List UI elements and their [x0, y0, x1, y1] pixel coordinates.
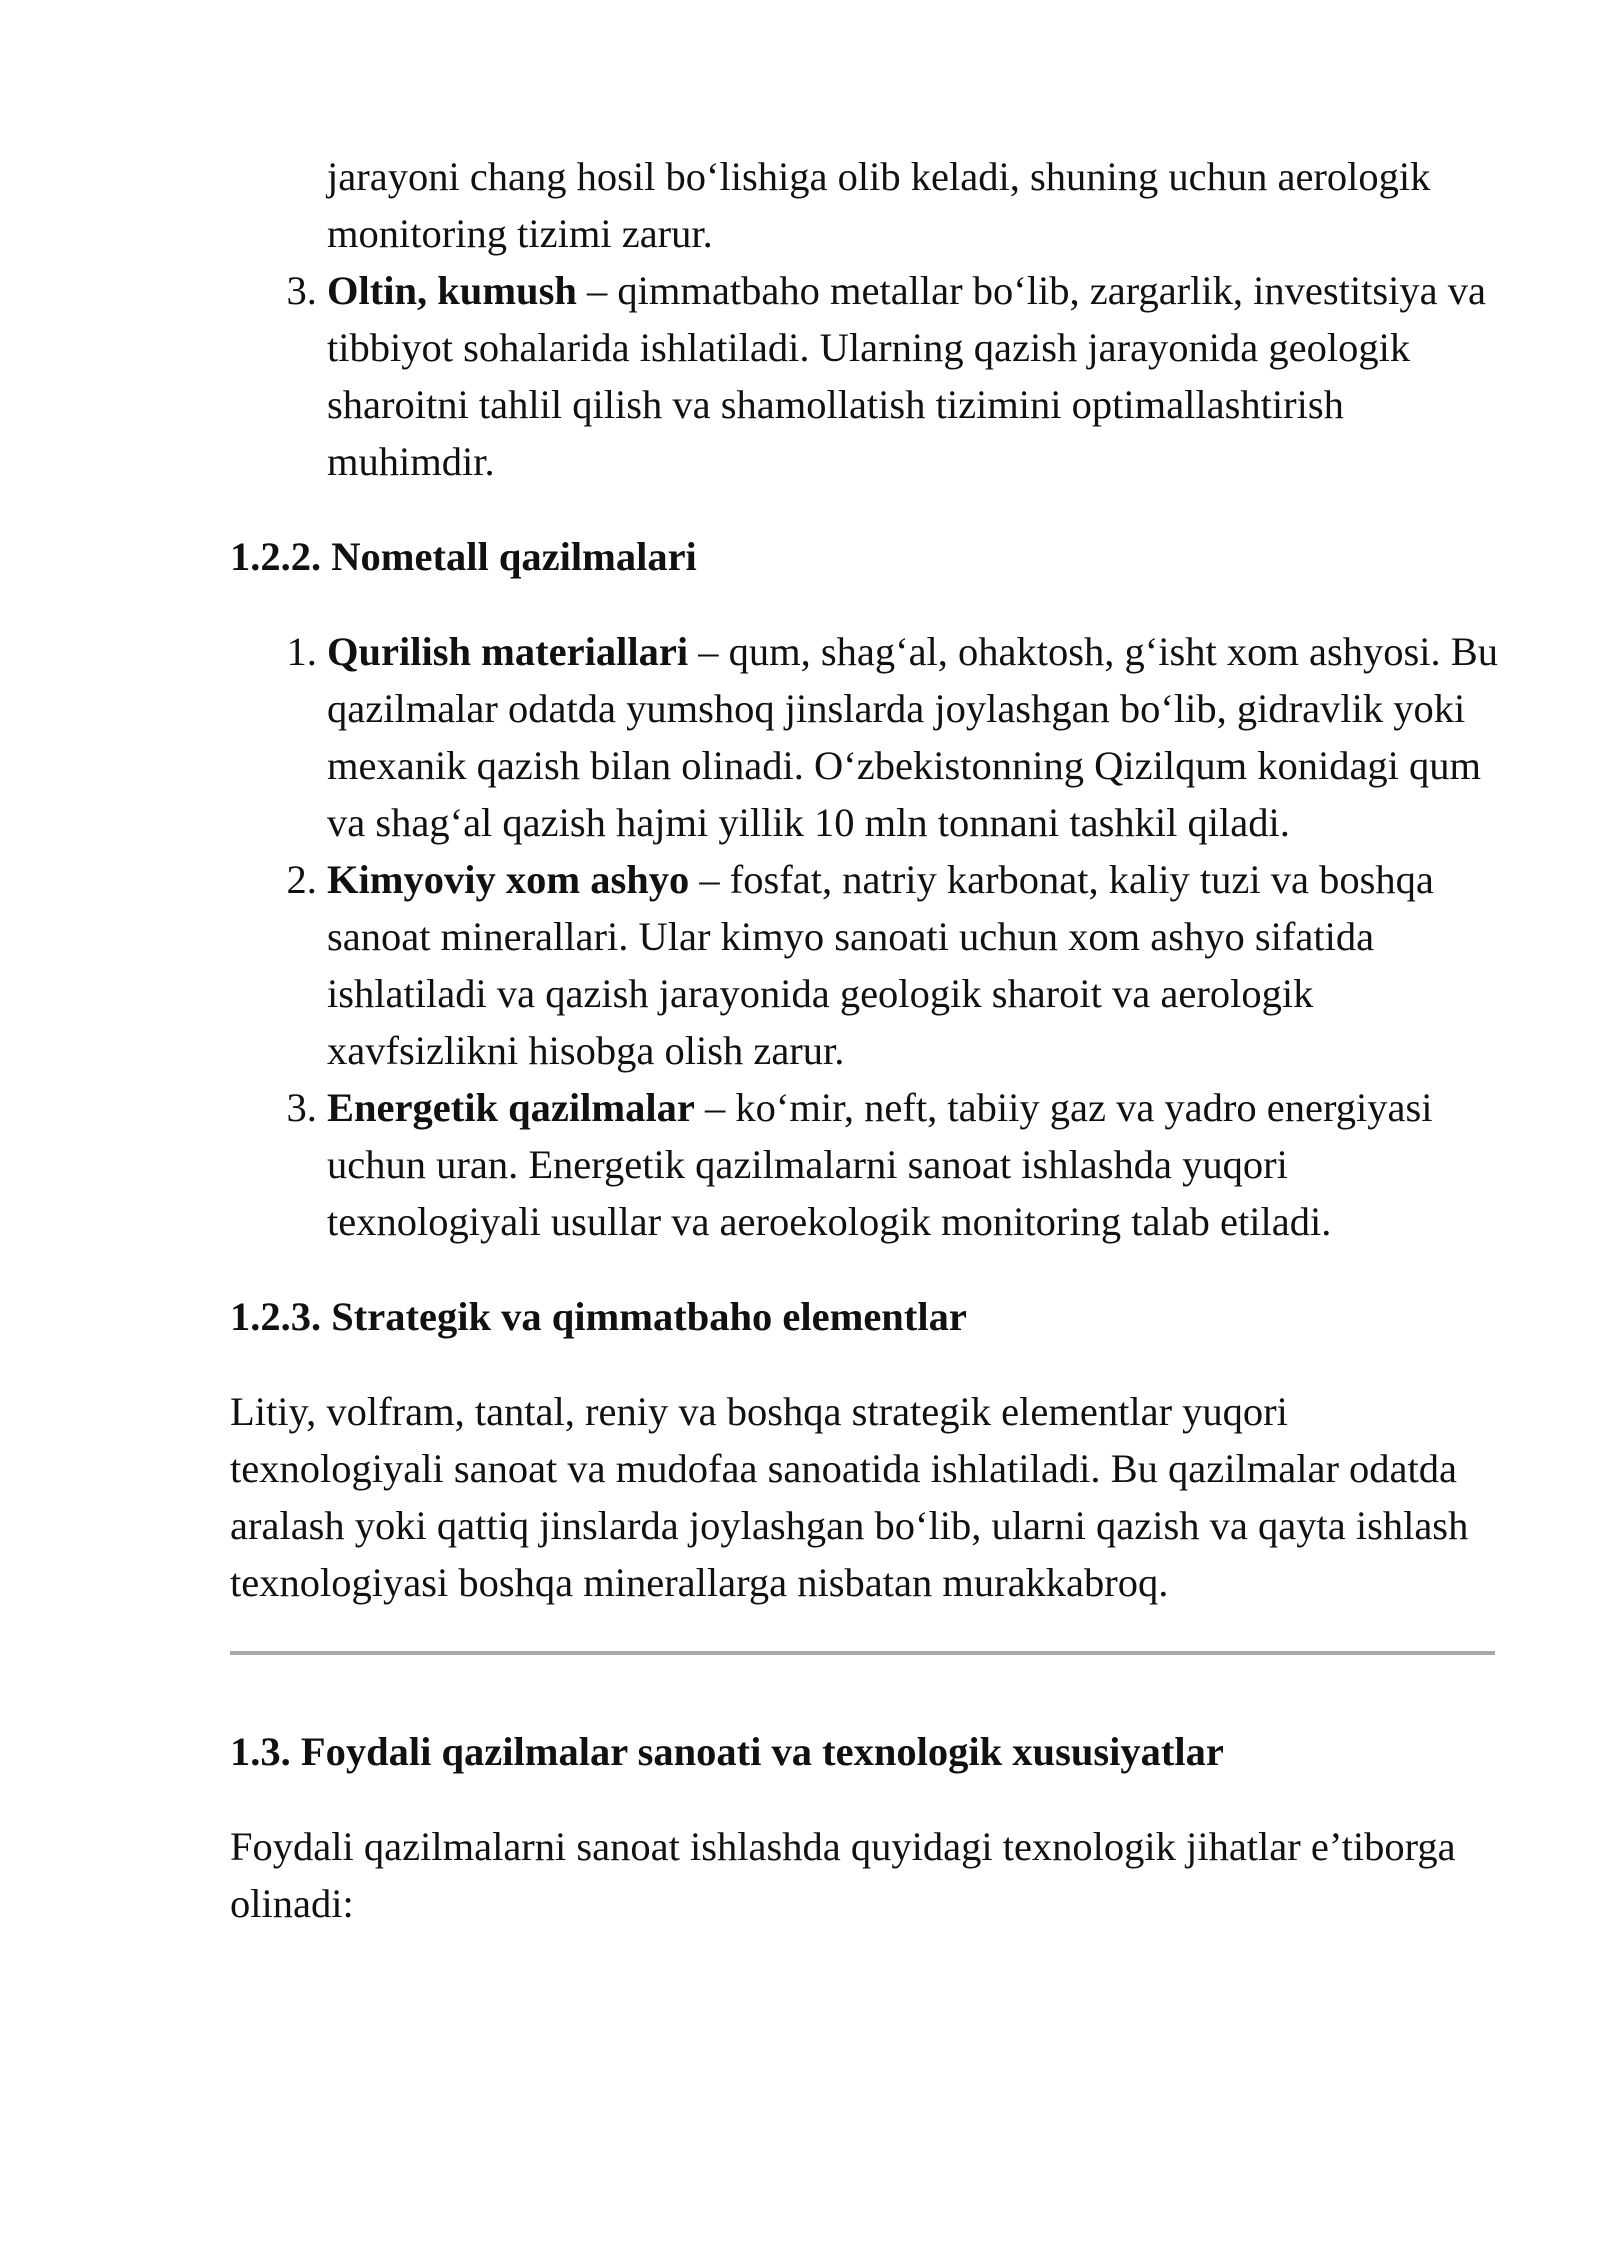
nonmetal-list	[230, 623, 1500, 1250]
list-item-oltin-kumush	[327, 262, 1500, 490]
list-item-desc: – qum, shag‘al, ohaktosh, g‘isht xom ashyosi. Bu qazilmalar odatda yumshoq jinslarda joylashgan bo‘lib, gidravlik yoki mexanik qazish bilan olinadi. O‘zbekistonning Qizilqum konidagi qum va shag‘al qazish hajmi yillik 10 mln tonnani tashkil qiladi.	[327, 629, 1499, 845]
list-item-energetik	[327, 1079, 1500, 1250]
list-item-kimyoviy	[327, 851, 1500, 1079]
list-item-desc: – fosfat, natriy karbonat, kaliy tuzi va boshqa sanoat minerallari. Ular kimyo sanoati uchun xom ashyo sifatida ishlatiladi va qazish jarayonida geologik sharoit va aerologik xavfsizlikni hisobga olish zarur.	[327, 857, 1434, 1073]
list-item-term: Oltin, kumush	[327, 268, 577, 313]
heading-1-3: 1.3. Foydali qazilmalar sanoati va texnologik xususiyatlar	[230, 1729, 1224, 1774]
document-page	[230, 148, 1500, 1932]
metal-list	[230, 262, 1500, 490]
heading-1-2-3: 1.2.3. Strategik va qimmatbaho elementlar	[230, 1294, 967, 1339]
list-item-term: Energetik qazilmalar	[327, 1085, 695, 1130]
paragraph-foydali: Foydali qazilmalarni sanoat ishlashda quyidagi texnologik jihatlar e’tiborga olinadi:	[230, 1824, 1456, 1926]
list-item-desc: – ko‘mir, neft, tabiiy gaz va yadro energiyasi uchun uran. Energetik qazilmalarni sanoat ishlashda yuqori texnologiyali usullar va aeroekologik monitoring talab etiladi.	[327, 1085, 1433, 1244]
list-item-desc: – qimmatbaho metallar bo‘lib, zargarlik, investitsiya va tibbiyot sohalarida ishlatiladi. Ularning qazish jarayonida geologik sharoitni tahlil qilish va shamollatish tizimini optimallashtirish muhimdir.	[327, 268, 1487, 484]
paragraph-strategik: Litiy, volfram, tantal, reniy va boshqa strategik elementlar yuqori texnologiyali sanoat va mudofaa sanoatida ishlatiladi. Bu qazilmalar odatda aralash yoki qattiq jinslarda joylashgan bo‘lib, ularni qazish va qayta ishlash texnologiyasi boshqa minerallarga nisbatan murakkabroq.	[230, 1389, 1469, 1605]
list-item-qurilish	[327, 623, 1500, 851]
list-item-term: Kimyoviy xom ashyo	[327, 857, 690, 902]
section-divider	[230, 1651, 1495, 1655]
continuation-text: jarayoni chang hosil bo‘lishiga olib keladi, shuning uchun aerologik monitoring tizimi zarur.	[327, 154, 1431, 256]
heading-1-2-2: 1.2.2. Nometall qazilmalari	[230, 534, 697, 579]
list-item-term: Qurilish materiallari	[327, 629, 689, 674]
